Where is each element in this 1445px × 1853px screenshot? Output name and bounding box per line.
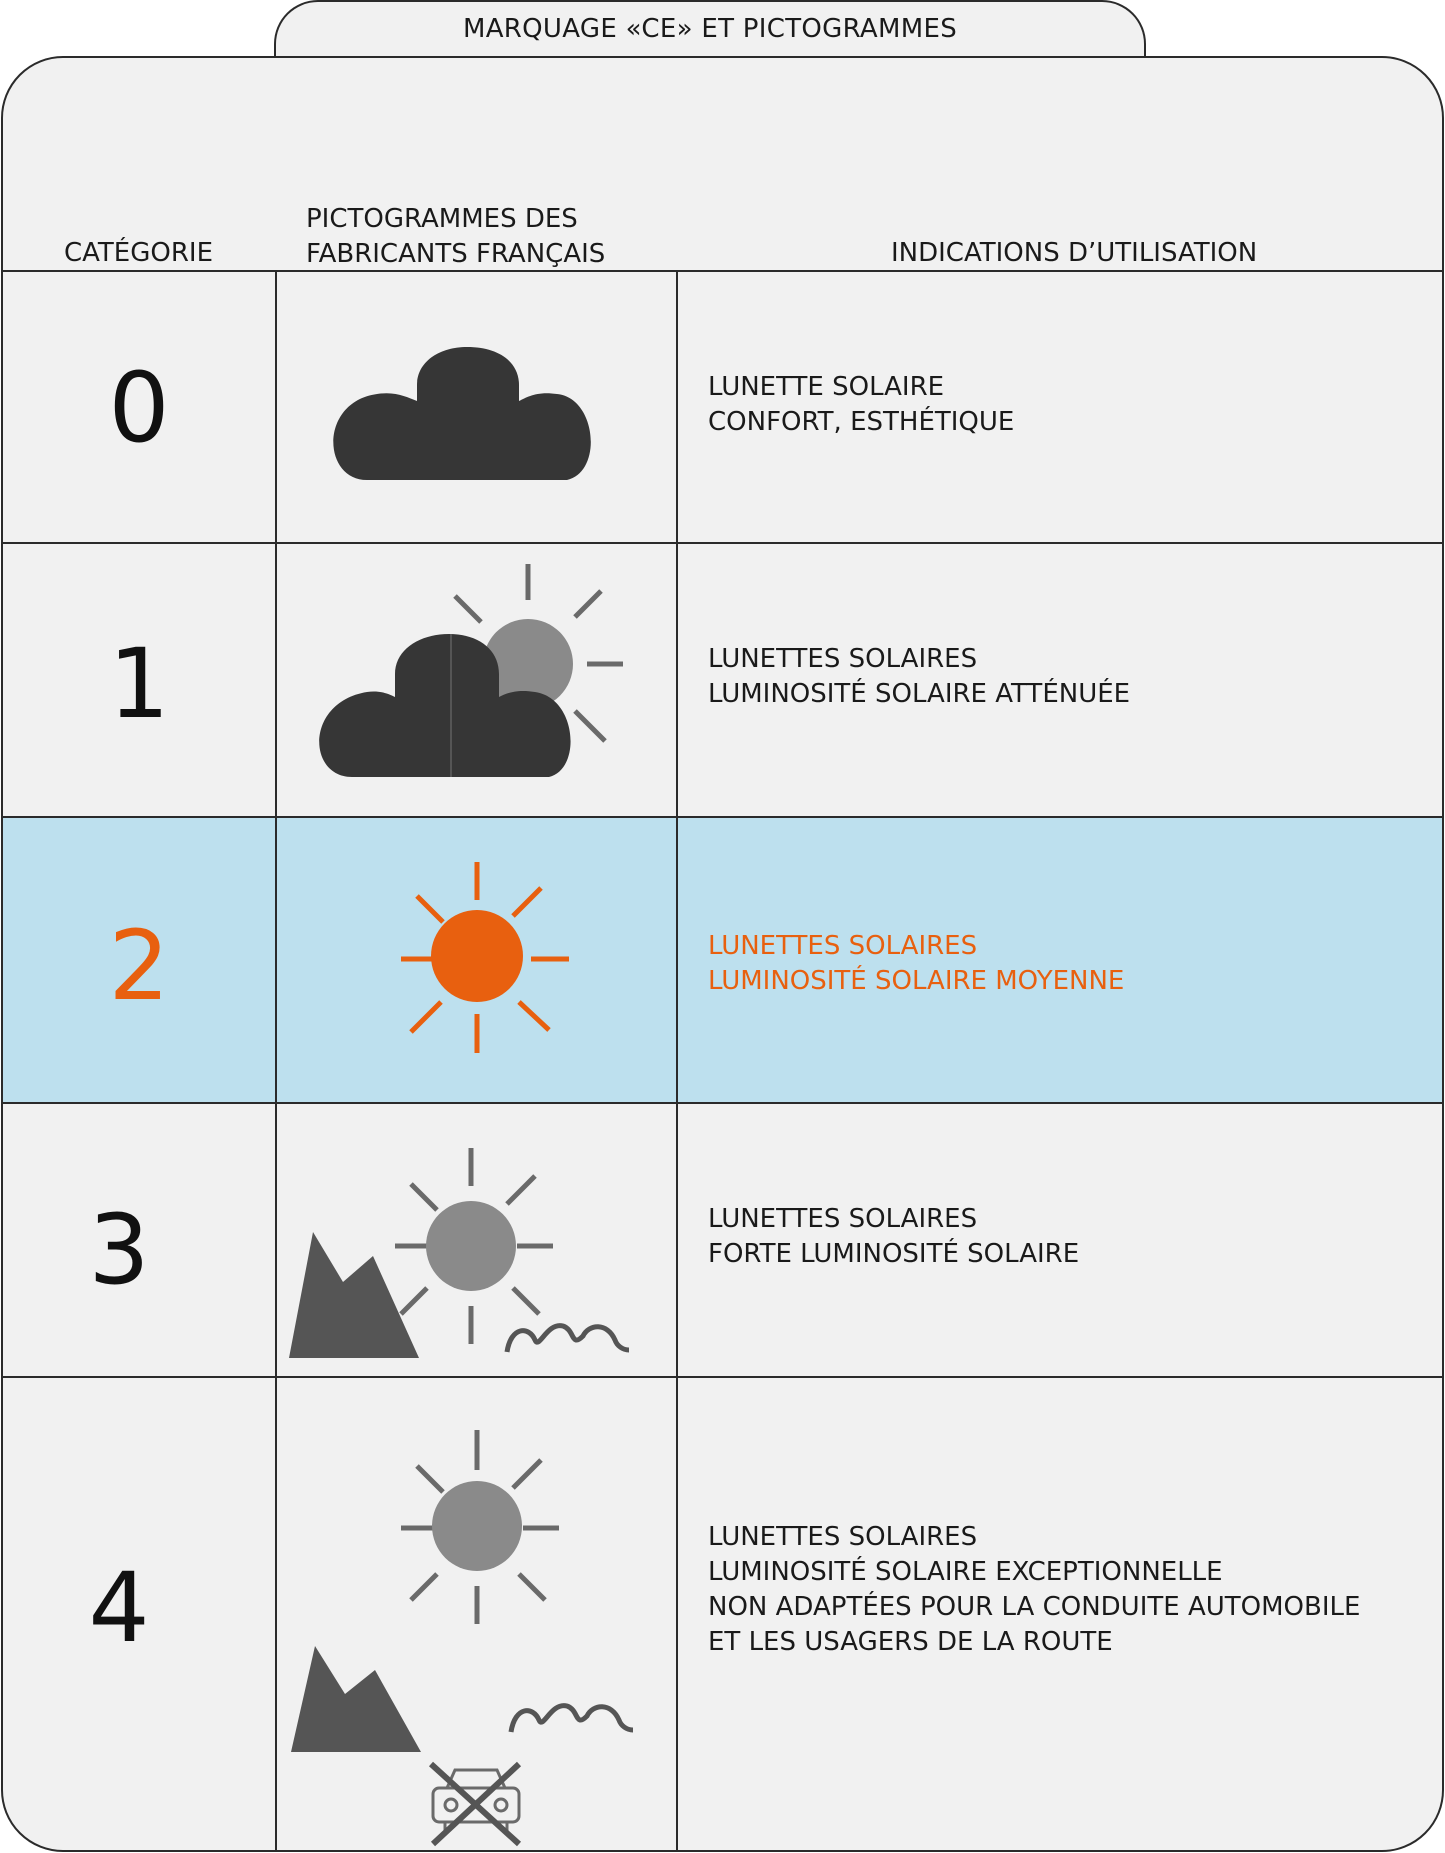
column-divider-2 [676,270,678,1850]
page-title: MARQUAGE «CE» ET PICTOGRAMMES [462,14,958,44]
usage-line: LUMINOSITÉ SOLAIRE ATTÉNUÉE [708,679,1131,709]
sun-icon [277,818,677,1102]
usage-line: LUNETTES SOLAIRES [708,644,978,674]
usage-line: LUNETTE SOLAIRE [708,372,945,402]
column-divider-1 [275,270,277,1850]
cloud-icon [277,272,677,542]
usage-line: CONFORT, ESTHÉTIQUE [708,407,1015,437]
header-indications: INDICATIONS D’UTILISATION [891,238,1258,268]
usage-line: LUNETTES SOLAIRES [708,931,978,961]
table-row-3 [3,1102,1444,1376]
header-pictograms-line1: PICTOGRAMMES DES [306,204,578,234]
usage-line: LUMINOSITÉ SOLAIRE EXCEPTIONNELLE [708,1557,1223,1587]
usage-line: ET LES USAGERS DE LA ROUTE [708,1627,1113,1657]
sun-behind-cloud-icon [277,544,677,816]
header-category: CATÉGORIE [64,238,214,268]
sun-mountain-waves-no-driving-icon [277,1378,677,1852]
category-number: 4 [88,1552,150,1664]
usage-line: LUNETTES SOLAIRES [708,1204,978,1234]
usage-line: FORTE LUMINOSITÉ SOLAIRE [708,1239,1080,1269]
category-number: 2 [108,910,170,1022]
usage-text [708,642,1130,712]
table-row-0 [3,270,1444,542]
sun-mountain-waves-icon [277,1104,677,1376]
table-card [1,56,1444,1852]
table-row-4 [3,1376,1444,1852]
usage-text [708,1520,1360,1660]
usage-text [708,370,1014,440]
usage-line: LUMINOSITÉ SOLAIRE MOYENNE [708,966,1125,996]
usage-line: NON ADAPTÉES POUR LA CONDUITE AUTOMOBILE [708,1592,1361,1622]
category-number: 1 [108,628,170,740]
table-row-2 [3,816,1444,1102]
category-number: 0 [108,352,170,464]
header-pictograms-line2: FABRICANTS FRANÇAIS [306,239,606,269]
category-number: 3 [88,1194,150,1306]
usage-text [708,1202,1079,1272]
header-pictograms [306,202,605,272]
table-row-1 [3,542,1444,816]
usage-line: LUNETTES SOLAIRES [708,1522,978,1552]
usage-text [708,929,1124,999]
